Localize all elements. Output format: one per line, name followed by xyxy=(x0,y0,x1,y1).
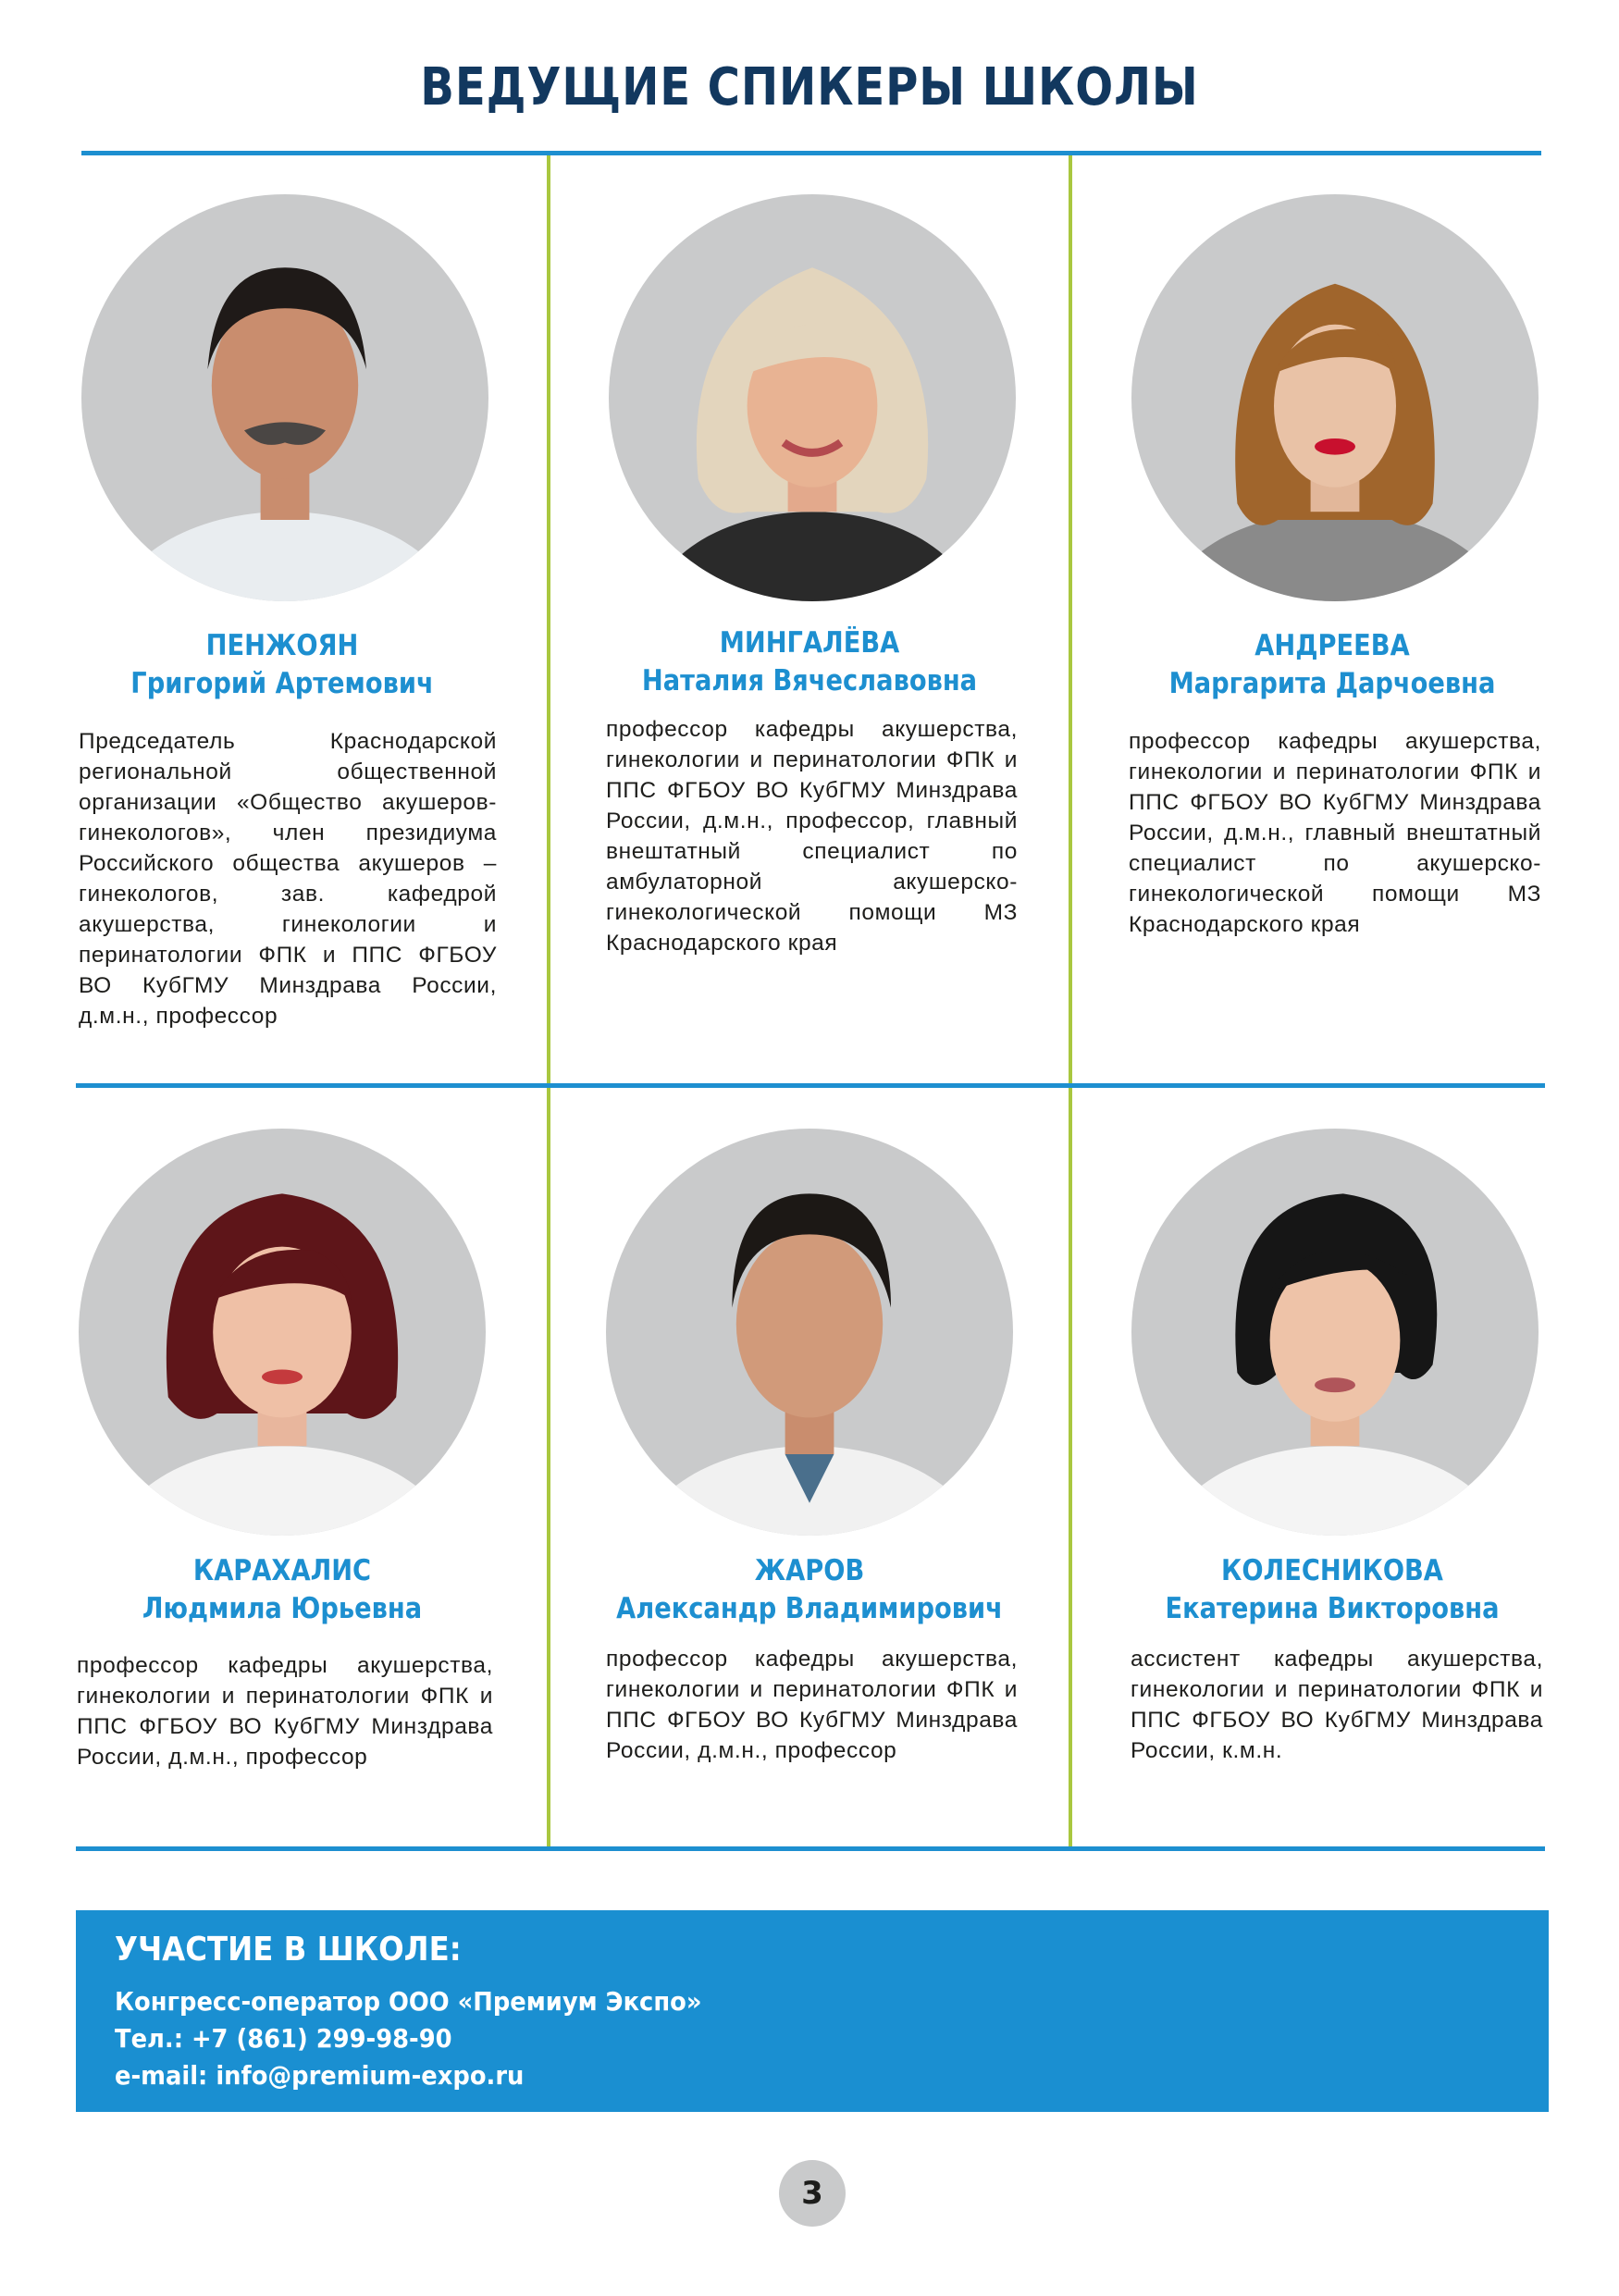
page-title: ВЕДУЩИЕ СПИКЕРЫ ШКОЛЫ xyxy=(420,57,1199,117)
speaker-card xyxy=(1073,0,1591,1082)
speaker-bio: профессор кафедры акушерства, гинекологии и перинатологии ФПК и ППС ФГБОУ ВО КубГМУ Минздрава России, д.м.н., главный внештатный специалист по акушерско-гинекологической помощи МЗ Краснодарского края xyxy=(1129,729,1541,937)
speaker-bio: профессор кафедры акушерства, гинекологии и перинатологии ФПК и ППС ФГБОУ ВО КубГМУ Минздрава России, д.м.н., профессор xyxy=(77,1653,493,1770)
speaker-card xyxy=(1073,1084,1591,1846)
email-line[interactable]: e-mail: info@premium-expo.ru xyxy=(115,2060,525,2091)
organizer-line: Конгресс-оператор ООО «Премиум Экспо» xyxy=(115,1986,702,2017)
person-portrait-icon xyxy=(81,194,488,601)
speaker-bio: профессор кафедры акушерства, гинекологии и перинатологии ФПК и ППС ФГБОУ ВО КубГМУ Минздрава России, д.м.н., профессор, главный внештатный специалист по амбулаторной акушерско-гинекологической помощи МЗ Краснодарского края xyxy=(606,717,1018,956)
column-divider-4 xyxy=(1069,1088,1072,1846)
speaker-given-name: Екатерина Викторовна xyxy=(1165,1592,1500,1625)
person-portrait-icon xyxy=(1131,194,1539,601)
speaker-card xyxy=(23,0,541,1082)
speaker-surname: ПЕНЖОЯН xyxy=(205,629,359,662)
speaker-photo xyxy=(606,1129,1013,1536)
participation-title: УЧАСТИЕ В ШКОЛЕ: xyxy=(115,1931,462,1969)
speaker-given-name: Григорий Артемович xyxy=(130,667,434,700)
person-portrait-icon xyxy=(609,194,1016,601)
speaker-photo xyxy=(609,194,1016,601)
speaker-bio: профессор кафедры акушерства, гинекологии и перинатологии ФПК и ППС ФГБОУ ВО КубГМУ Минздрава России, д.м.н., профессор xyxy=(606,1647,1018,1763)
speaker-surname: ЖАРОВ xyxy=(754,1554,865,1587)
speaker-given-name: Наталия Вячеславовна xyxy=(641,664,978,697)
speaker-card xyxy=(550,1084,1069,1846)
speaker-given-name: Маргарита Дарчоевна xyxy=(1168,667,1496,700)
participation-box xyxy=(76,1910,1549,2112)
speaker-surname: АНДРЕЕВА xyxy=(1254,629,1410,662)
speaker-photo xyxy=(81,194,488,601)
speaker-surname: КОЛЕСНИКОВА xyxy=(1221,1554,1443,1587)
speaker-card xyxy=(23,1084,541,1846)
column-divider-2 xyxy=(1069,155,1072,1083)
person-portrait-icon xyxy=(1131,1129,1539,1536)
page-number: 3 xyxy=(779,2160,846,2227)
person-portrait-icon xyxy=(606,1129,1013,1536)
speaker-card xyxy=(550,0,1069,1082)
speaker-bio: ассистент кафедры акушерства, гинекологии и перинатологии ФПК и ППС ФГБОУ ВО КубГМУ Минздрава России, к.м.н. xyxy=(1131,1647,1543,1763)
person-portrait-icon xyxy=(79,1129,486,1536)
speaker-surname: КАРАХАЛИС xyxy=(192,1554,372,1587)
speaker-photo xyxy=(79,1129,486,1536)
speaker-photo xyxy=(1131,1129,1539,1536)
phone-line[interactable]: Тел.: +7 (861) 299-98-90 xyxy=(115,2023,452,2054)
bottom-divider xyxy=(76,1846,1545,1851)
speaker-given-name: Людмила Юрьевна xyxy=(142,1592,423,1625)
speaker-bio: Председатель Краснодарской региональной общественной организации «Общество акушеров-гинекологов», член президиума Российского общества акушеров – гинекологов, зав. кафедрой акушерства, гинекологии и перинатологии ФПК и ППС ФГБОУ ВО КубГМУ Минздрава России, д.м.н., профессор xyxy=(79,729,497,1029)
speaker-given-name: Александр Владимирович xyxy=(616,1592,1003,1625)
speaker-photo xyxy=(1131,194,1539,601)
speaker-surname: МИНГАЛЁВА xyxy=(719,626,900,660)
